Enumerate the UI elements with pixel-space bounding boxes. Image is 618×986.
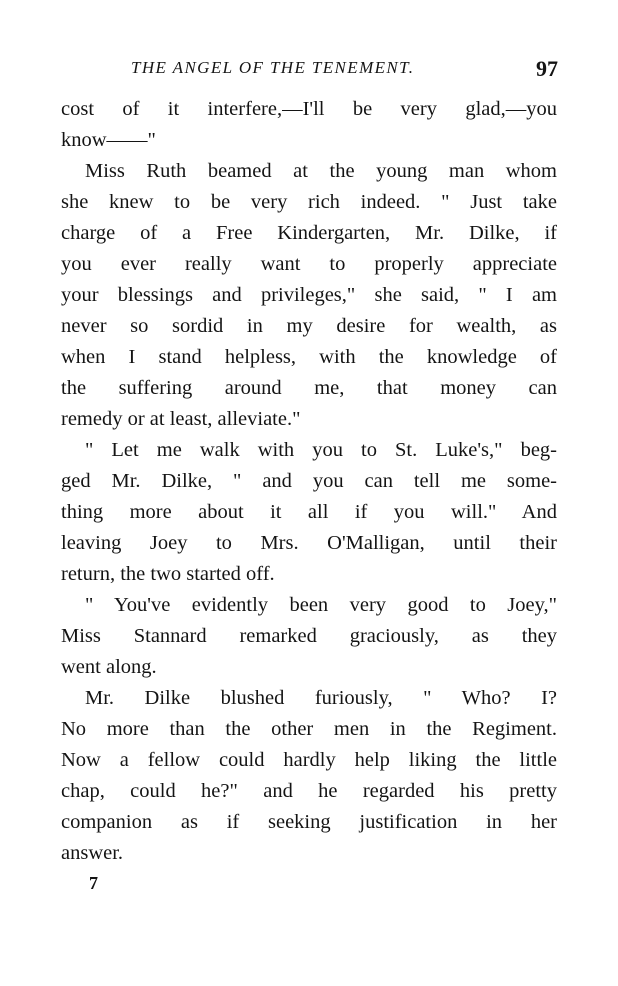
- text-line: remedy or at least, alleviate.": [61, 408, 301, 430]
- text-line: ged Mr. Dilke, " and you can tell me some-: [61, 470, 557, 492]
- text-line: charge of a Free Kindergarten, Mr. Dilke, if: [61, 222, 557, 244]
- text-line: you ever really want to properly appreciate: [61, 253, 557, 275]
- running-title: THE ANGEL OF THE TENEMENT.: [131, 58, 415, 77]
- text-line: chap, could he?" and he regarded his pretty: [61, 780, 557, 802]
- text-line: she knew to be very rich indeed. " Just take: [61, 191, 557, 213]
- body-text: [61, 94, 557, 869]
- text-line: Miss Ruth beamed at the young man whom: [85, 160, 557, 182]
- text-line: never so sordid in my desire for wealth, as: [61, 315, 557, 337]
- text-line: the suffering around me, that money can: [61, 377, 557, 399]
- text-line: answer.: [61, 842, 124, 864]
- text-line: No more than the other men in the Regiment.: [61, 718, 557, 740]
- text-line: thing more about it all if you will." And: [61, 501, 557, 523]
- text-line: Miss Stannard remarked graciously, as they: [61, 625, 557, 647]
- signature-mark: 7: [89, 873, 98, 893]
- text-line: your blessings and privileges," she said, " I am: [61, 284, 557, 306]
- text-line: Now a fellow could hardly help liking the little: [61, 749, 557, 771]
- text-line: went along.: [61, 656, 157, 678]
- text-line: companion as if seeking justification in her: [61, 811, 557, 833]
- text-line: " You've evidently been very good to Joey,": [85, 594, 557, 616]
- text-line: return, the two started off.: [61, 563, 275, 585]
- text-line: cost of it interfere,—I'll be very glad,—you: [61, 98, 557, 120]
- text-line: " Let me walk with you to St. Luke's," beg-: [85, 439, 557, 461]
- text-line: Mr. Dilke blushed furiously, " Who? I?: [85, 687, 557, 709]
- text-line: leaving Joey to Mrs. O'Malligan, until their: [61, 532, 557, 554]
- text-line: know——": [61, 129, 156, 151]
- text-line: when I stand helpless, with the knowledge of: [61, 346, 557, 368]
- running-head: [60, 52, 560, 84]
- page-number: 97: [536, 56, 558, 81]
